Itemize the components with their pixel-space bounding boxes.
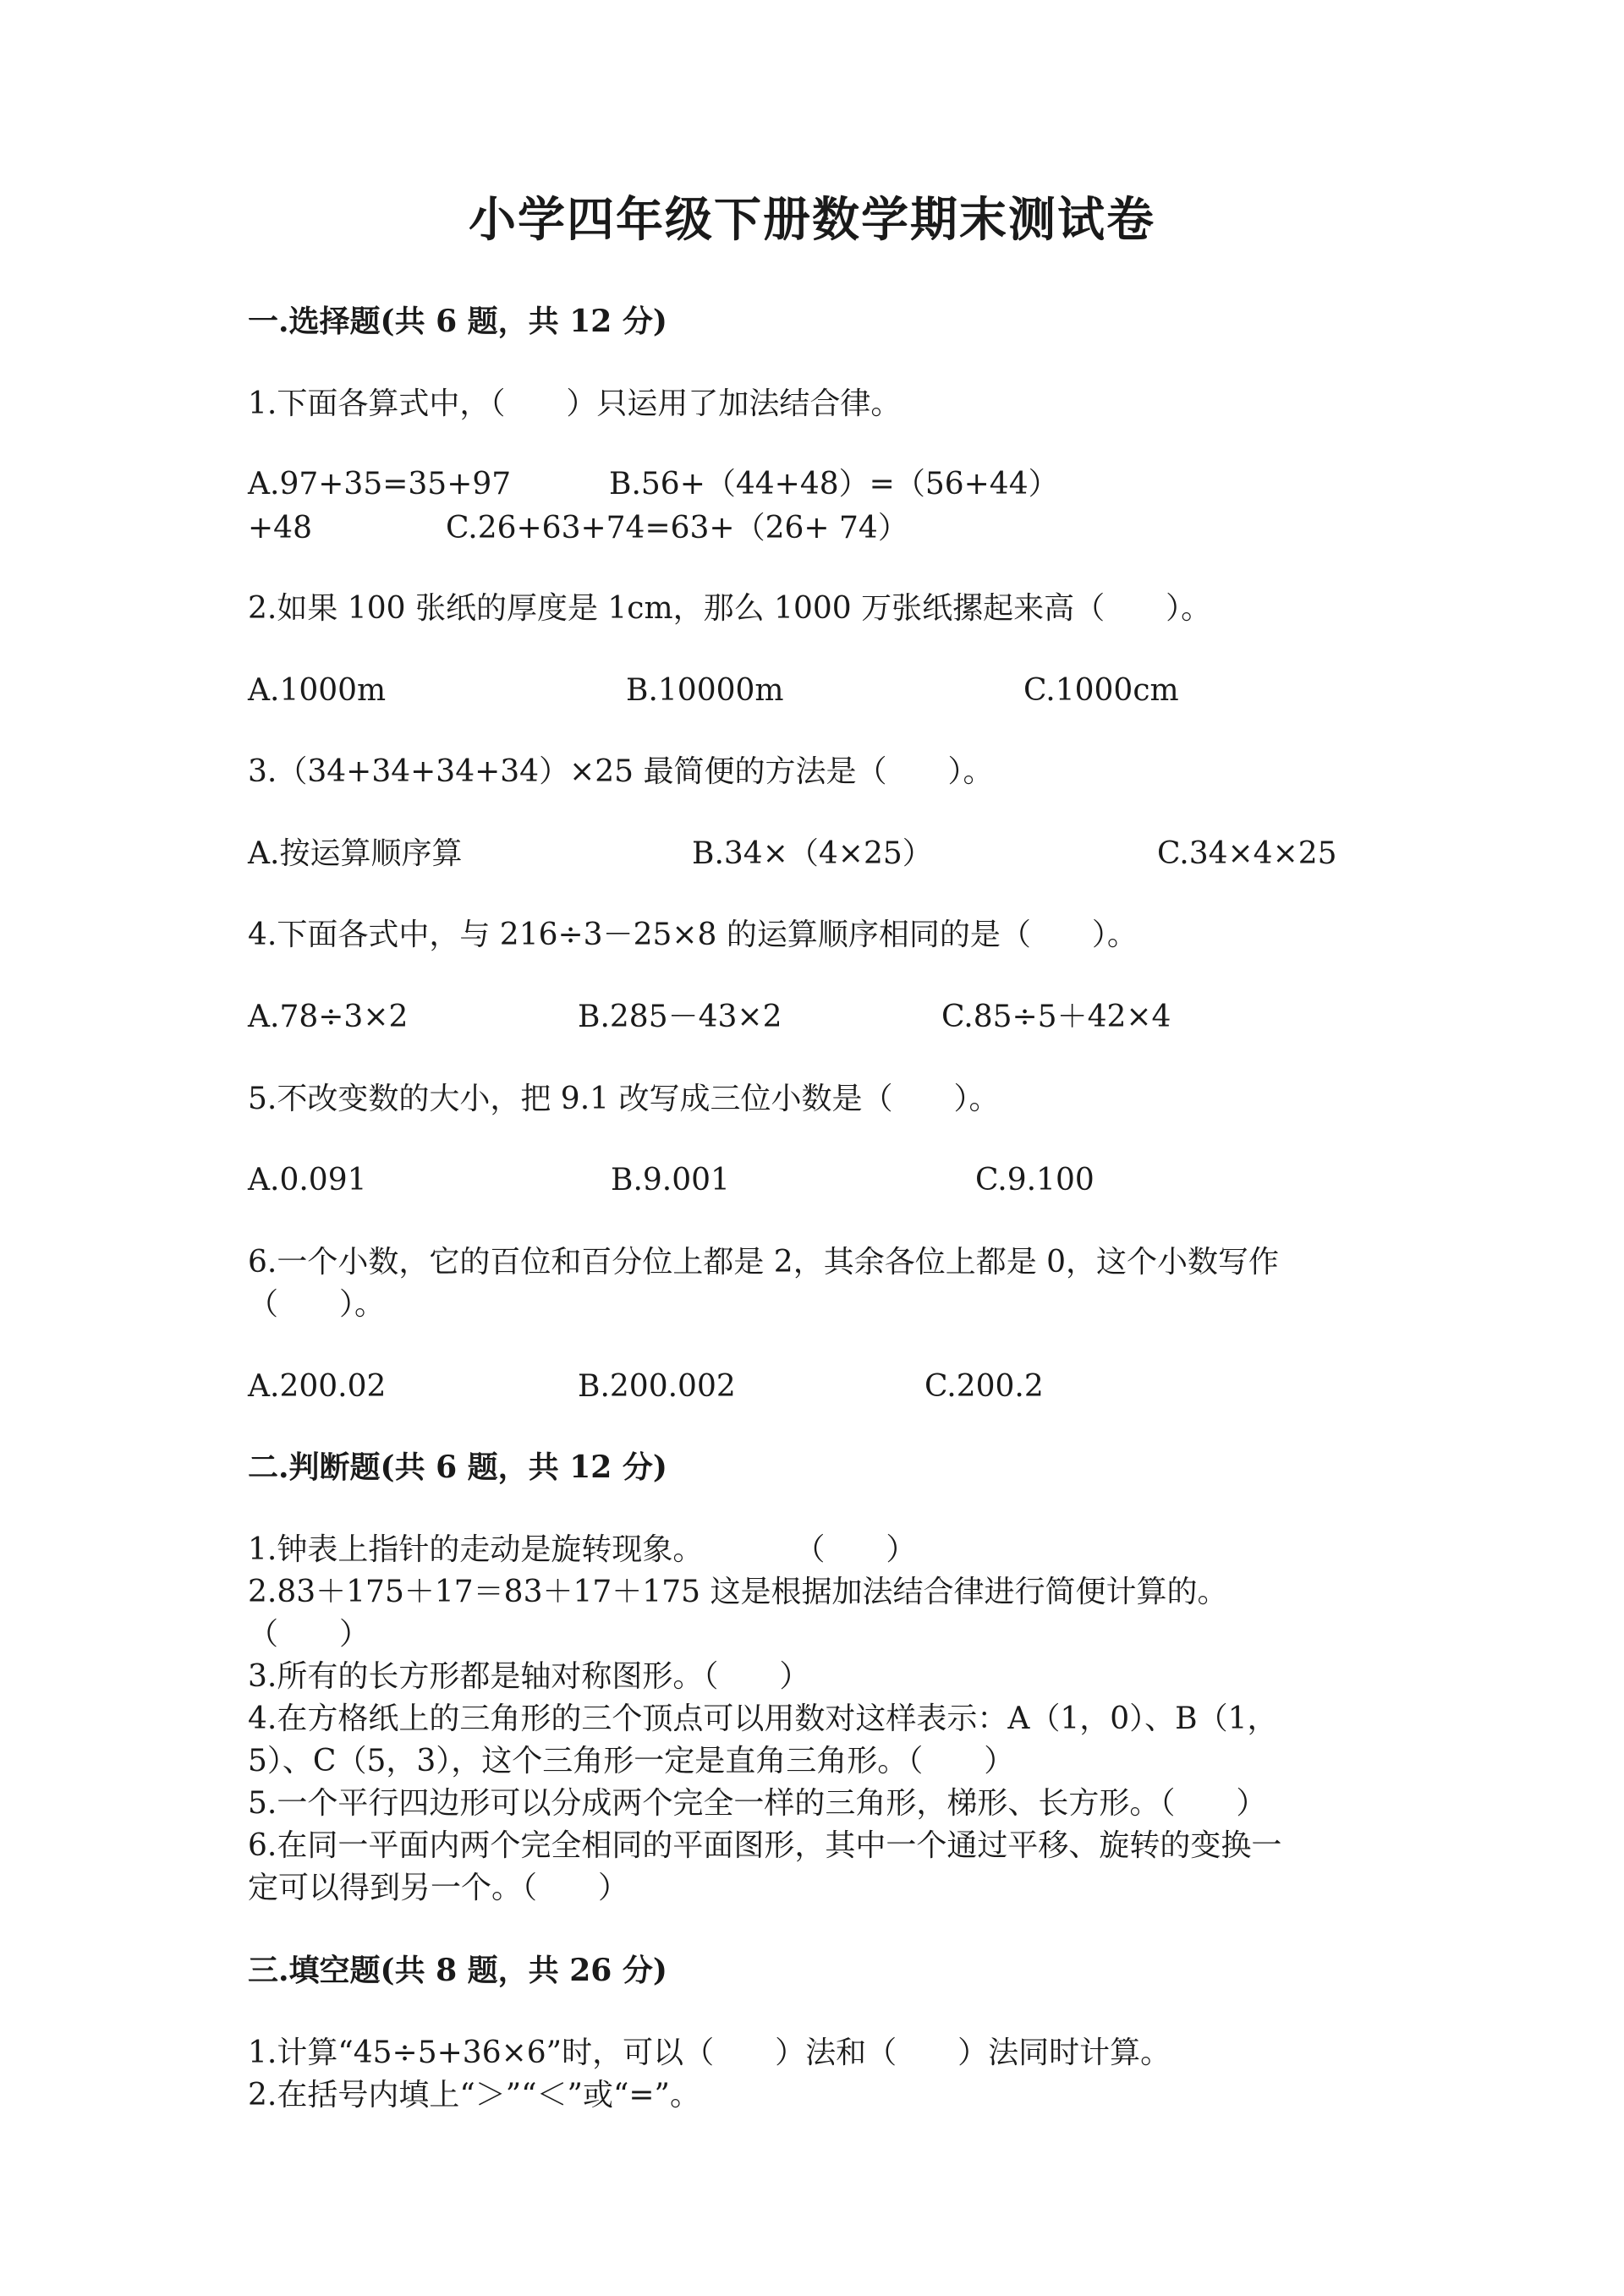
option-b: B.56+（44+48）=（56+44） [609,467,1059,501]
option-c: C.9.100 [975,1163,1095,1197]
question-stem: 3.（34+34+34+34）×25 最简便的方法是（ ）。 [248,754,994,789]
judgment-line: 6.在同一平面内两个完全相同的平面图形，其中一个通过平移、旋转的变换一 [248,1828,1282,1863]
question-stem: 2.如果 100 张纸的厚度是 1cm，那么 1000 万张纸摞起来高（ ）。 [248,591,1212,626]
judgment-line: 2.83＋175＋17＝83＋17＋175 这是根据加法结合律进行简便计算的。 [248,1575,1228,1609]
judgment-line: 4.在方格纸上的三角形的三个顶点可以用数对这样表示：A（1，0）、B（1， [248,1701,1278,1736]
option-c: C.85÷5＋42×4 [941,1000,1171,1034]
option-c: C.200.2 [924,1369,1044,1404]
question-stem: 4.下面各式中，与 216÷3－25×8 的运算顺序相同的是（ ）。 [248,918,1138,952]
question-stem: 6.一个小数，它的百位和百分位上都是 2，其余各位上都是 0，这个小数写作 [248,1245,1280,1280]
section-heading-fill-in: 三.填空题(共 8 题，共 26 分) [248,1953,667,1988]
option-a: A.1000m [248,673,387,708]
option-c: C.34×4×25 [1157,836,1337,871]
option-b: B.285－43×2 [578,1000,782,1034]
judgment-line: 定可以得到另一个。（ ） [248,1871,629,1905]
judgment-line: 1.钟表上指针的走动是旋转现象。 （ ） [248,1532,917,1567]
judgment-line: 3.所有的长方形都是轴对称图形。（ ） [248,1659,810,1694]
judgment-line: 5.一个平行四边形可以分成两个完全一样的三角形，梯形、长方形。（ ） [248,1786,1267,1821]
fill-in-line: 1.计算“45÷5+36×6”时，可以（ ）法和（ ）法同时计算。 [248,2036,1171,2070]
option-b-continued: +48 [248,511,312,545]
option-a: A.78÷3×2 [248,1000,409,1034]
page-title: 小学四年级下册数学期末测试卷 [469,192,1155,248]
section-heading-choice: 一.选择题(共 6 题，共 12 分) [248,304,667,339]
question-stem: 1.下面各算式中，（ ）只运用了加法结合律。 [248,386,902,421]
option-a: A.按运算顺序算 [248,836,463,871]
judgment-line: （ ） [248,1617,370,1652]
section-heading-judgment: 二.判断题(共 6 题，共 12 分) [248,1449,667,1485]
option-c: C.26+63+74=63+（26+ 74） [446,511,908,545]
option-b: B.10000m [626,673,784,708]
option-a: A.97+35=35+97 [248,467,512,501]
option-b: B.200.002 [578,1369,736,1404]
fill-in-line: 2.在括号内填上“＞”“＜”或“=”。 [248,2078,700,2112]
option-b: B.34×（4×25） [692,836,933,871]
option-b: B.9.001 [611,1163,730,1197]
judgment-line: 5）、C（5，3），这个三角形一定是直角三角形。（ ） [248,1744,1015,1778]
option-a: A.0.091 [248,1163,367,1197]
option-a: A.200.02 [248,1369,387,1404]
question-stem-continued: （ ）。 [248,1287,386,1322]
question-stem: 5.不改变数的大小，把 9.1 改写成三位小数是（ ）。 [248,1082,1000,1116]
option-c: C.1000cm [1023,673,1179,708]
